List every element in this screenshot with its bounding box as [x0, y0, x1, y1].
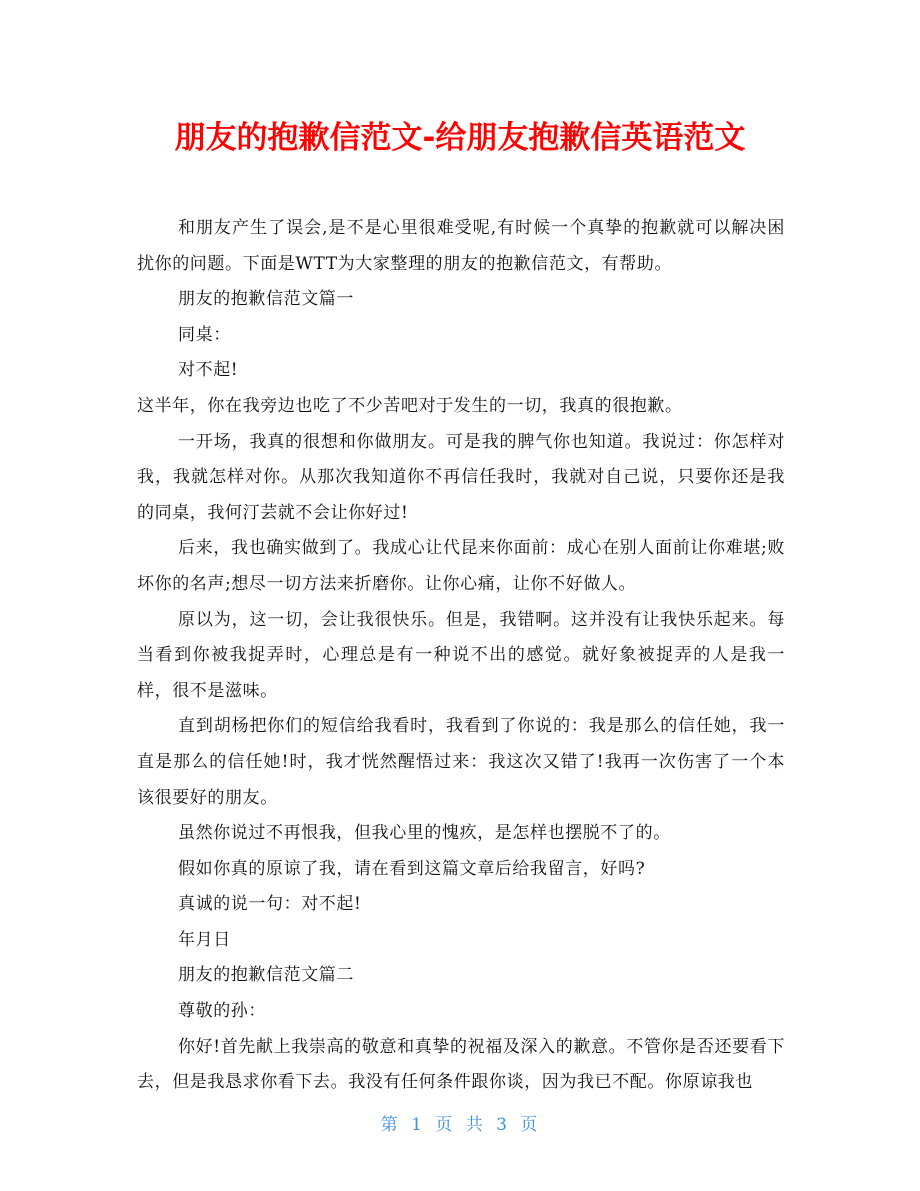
paragraph: 一开场，我真的很想和你做朋友。可是我的脾气你也知道。我说过：你怎样对我，我就怎样对你。从那次我知道你不再信任我时，我就对自己说，只要你还是我的同桌，我何汀芸就不会让你好过! — [137, 431, 785, 523]
paragraph: 你好!首先献上我崇高的敬意和真挚的祝福及深入的歉意。不管你是否还要看下去，但是我恳求你看下去。我没有任何条件跟你谈，因为我已不配。你原谅我也 — [137, 1036, 785, 1093]
paragraph: 这半年，你在我旁边也吃了不少苦吧对于发生的一切，我真的很抱歉。 — [137, 395, 683, 416]
paragraph: 原以为，这一切，会让我很快乐。但是，我错啊。这并没有让我快乐起来。每当看到你被我捉弄时，心理总是有一种说不出的感觉。就好象被捉弄的人是我一样，很不是滋味。 — [137, 609, 785, 701]
paragraph: 虽然你说过不再恨我，但我心里的愧疚，是怎样也摆脱不了的。 — [178, 823, 671, 844]
paragraph: 真诚的说一句：对不起! — [178, 894, 362, 915]
paragraph: 对不起! — [178, 360, 239, 381]
paragraph: 后来，我也确实做到了。我成心让代昆来你面前：成心在别人面前让你难堪;败坏你的名声;想尽一切方法来折磨你。让你心痛，让你不好做人。 — [137, 538, 785, 594]
section-heading-2: 朋友的抱歉信范文篇二 — [178, 965, 354, 986]
paragraph: 假如你真的原谅了我，请在看到这篇文章后给我留言，好吗? — [178, 858, 646, 879]
paragraph-intro: 和朋友产生了误会,是不是心里很难受呢,有时候一个真挚的抱歉就可以解决困扰你的问题。下面是WTT为大家整理的朋友的抱歉信范文，有帮助。 — [137, 218, 785, 274]
document-title: 朋友的抱歉信范文-给朋友抱歉信英语范文 — [174, 120, 746, 156]
document-body — [137, 211, 785, 1101]
salutation-1: 同桌： — [178, 324, 231, 345]
salutation-2: 尊敬的孙： — [178, 1001, 266, 1022]
paragraph: 直到胡杨把你们的短信给我看时，我看到了你说的：我是那么的信任她，我一直是那么的信任她!时，我才恍然醒悟过来：我这次又错了!我再一次伤害了一个本该很要好的朋友。 — [137, 716, 785, 808]
date-line: 年月日 — [178, 929, 231, 950]
section-heading-1: 朋友的抱歉信范文篇一 — [178, 289, 354, 310]
page-number-footer: 第 1 页 共 3 页 — [380, 1115, 540, 1135]
